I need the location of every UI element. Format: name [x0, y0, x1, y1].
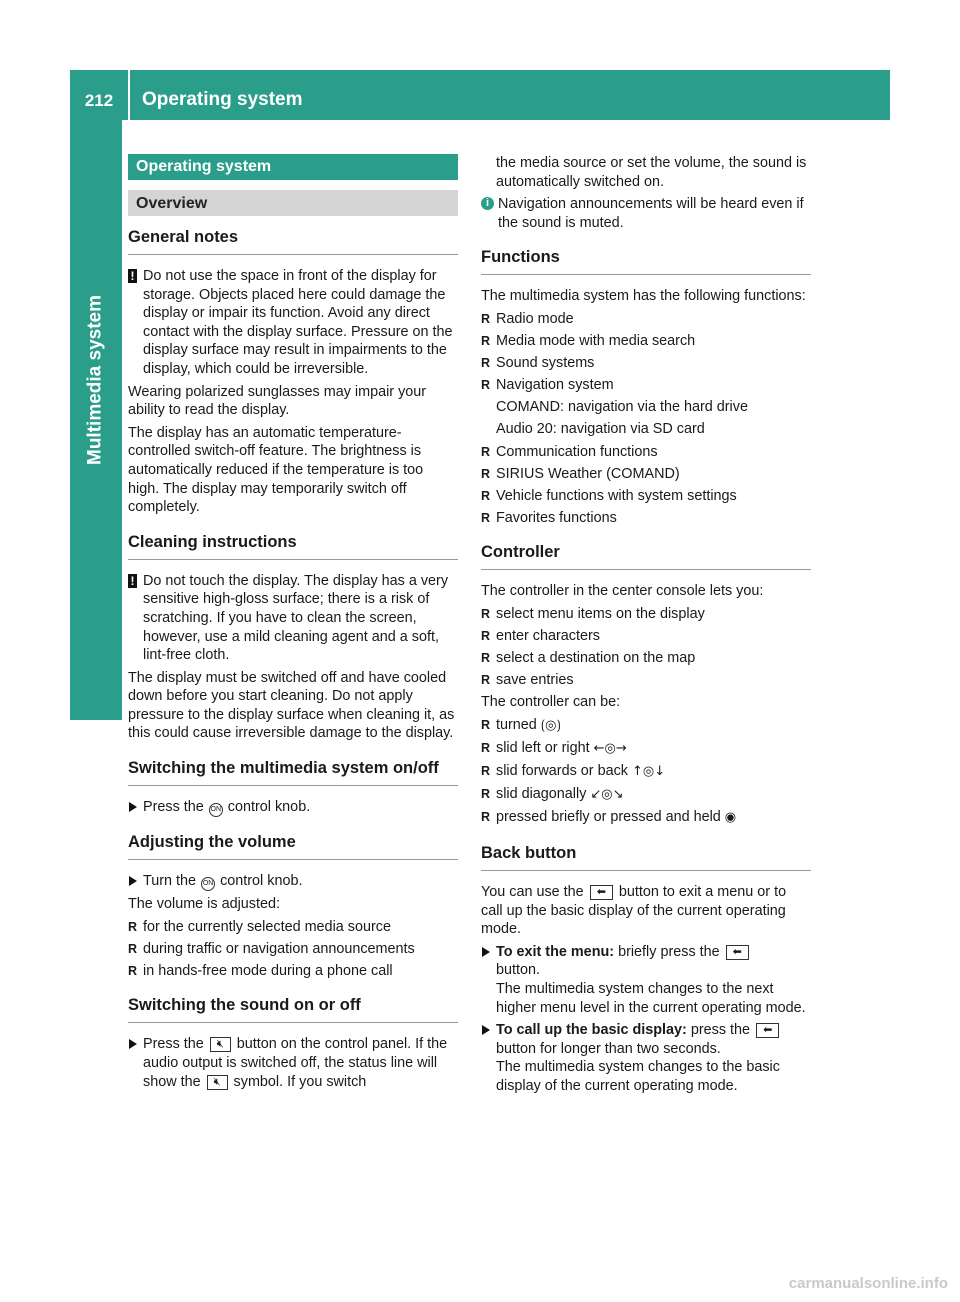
chapter-heading: Operating system [128, 154, 458, 180]
list-item [481, 808, 811, 828]
back-p1-b: button to exit a menu or to call up the basic display of the current operating mode. [481, 883, 787, 938]
list-item: R for the currently selected media source [128, 918, 458, 937]
list-item [481, 785, 811, 805]
controller-slide-left-right-icon: ←◎→ [593, 741, 627, 757]
back-step1-c: The multimedia system changes to the next higher menu level in the current operating mode. [496, 980, 806, 1016]
list-item [481, 762, 811, 782]
volume-step-pre: Turn the [143, 873, 197, 890]
control-knob-icon: ON [201, 877, 215, 891]
sound-step [128, 1035, 458, 1091]
volume-step-post: control knob. [220, 873, 303, 890]
back-arrow-icon: ⬅︎ [590, 885, 613, 900]
list-item: R select a destination on the map [481, 649, 811, 668]
switching-step-pre: Press the [143, 799, 204, 816]
sound-step-a: Press the [143, 1036, 204, 1053]
controller-press-icon: ◉ [724, 810, 737, 826]
controller-p1: The controller in the center console lets you: [481, 583, 764, 600]
general-notes-warning: ! Do not use the space in front of the display for storage. Objects placed here could damage the display or impair its function. Avoid any direct contact with the display surface. Pressure on the display surface may result in impairments to the display, which could be irreversible. [128, 267, 458, 379]
section-heading: Overview [128, 190, 458, 216]
right-column [481, 154, 811, 1099]
header-title: Operating system [142, 89, 303, 110]
general-notes-heading: General notes [128, 226, 458, 255]
list-item: R Favorites functions [481, 509, 811, 528]
controller-slide-forward-back-icon: ↑◎↓ [631, 764, 666, 780]
back-step2-b: button for longer than two seconds. [496, 1040, 721, 1057]
page-number: 212 [84, 91, 114, 110]
back-step-exit [481, 943, 811, 1017]
controller-move-label: turned [496, 716, 537, 733]
watermark: carmanualsonline.info [788, 1275, 948, 1293]
list-item-sub: Audio 20: navigation via SD card [496, 421, 705, 438]
controller-move-label: pressed briefly or pressed and held [496, 809, 721, 826]
list-item: R Media mode with media search [481, 332, 811, 351]
back-step2-a: press the [690, 1022, 751, 1039]
list-item-sub: COMAND: navigation via the hard drive [496, 399, 748, 416]
side-tab-marker [70, 640, 122, 720]
left-column [128, 154, 458, 1095]
list-item: R Sound systems [481, 354, 811, 373]
switching-heading: Switching the multimedia system on/off [128, 757, 458, 786]
functions-heading: Functions [481, 246, 811, 275]
controller-p2: The controller can be: [481, 694, 621, 711]
mute-icon: 🔇︎ [210, 1037, 231, 1052]
back-p1 [481, 883, 811, 939]
list-item: R save entries [481, 671, 811, 690]
switching-step-post: control knob. [227, 799, 311, 816]
list-item: R in hands-free mode during a phone call [128, 962, 458, 981]
side-tab-label: Multimedia system [84, 295, 106, 465]
sound-step-c: symbol. If you switch [233, 1073, 367, 1090]
controller-turn-icon: ⟮◎⟯ [540, 717, 561, 733]
back-p1-a: You can use the [481, 883, 584, 900]
controller-move-label: slid left or right [496, 740, 590, 757]
volume-heading: Adjusting the volume [128, 831, 458, 860]
list-item-label: R Navigation system [496, 377, 614, 394]
list-item [481, 716, 811, 736]
list-item: R SIRIUS Weather (COMAND) [481, 465, 811, 484]
back-arrow-icon: ⬅︎ [726, 945, 749, 960]
control-knob-icon: ON [209, 803, 223, 817]
list-item: R Radio mode [481, 310, 811, 329]
controller-move-label: slid forwards or back [496, 763, 628, 780]
switching-step [128, 798, 458, 817]
back-step-basic [481, 1021, 811, 1095]
back-heading: Back button [481, 842, 811, 871]
sound-step-b: button on the control panel. If the audio output is switched off, the status line will show the [143, 1036, 448, 1090]
header-divider [128, 70, 130, 120]
sound-heading: Switching the sound on or off [128, 994, 458, 1023]
sound-continued: the media source or set the volume, the sound is automatically switched on. [496, 155, 807, 190]
cleaning-heading: Cleaning instructions [128, 531, 458, 560]
list-item: R during traffic or navigation announcements [128, 940, 458, 959]
list-item [481, 739, 811, 759]
list-item: R enter characters [481, 627, 811, 646]
list-item: R Vehicle functions with system settings [481, 487, 811, 506]
volume-step [128, 872, 458, 891]
mute-icon: 🔇︎ [207, 1075, 228, 1090]
back-step2-bold: To call up the basic display: [496, 1022, 687, 1039]
controller-slide-diagonal-icon: ↙◎↘ [590, 787, 624, 803]
navigation-info: i Navigation announcements will be heard even if the sound is muted. [481, 195, 811, 232]
cleaning-p1: The display must be switched off and have cooled down before you start cleaning. Do not apply pressure to the display surface when cleaning it, as this could cause irreversible damage to the display. [128, 669, 455, 742]
general-notes-p2: The display has an automatic temperature-controlled switch-off feature. The brightness is automatically reduced if the temperature is too high. The display may temporarily switch off completely. [128, 424, 424, 516]
back-arrow-icon: ⬅︎ [756, 1023, 779, 1038]
list-item [481, 376, 811, 439]
back-step1-a: briefly press the [618, 943, 720, 960]
volume-p1: The volume is adjusted: [128, 896, 280, 913]
controller-heading: Controller [481, 541, 811, 570]
back-step1-b: button. [496, 962, 541, 979]
controller-move-label: slid diagonally [496, 786, 587, 803]
functions-p1: The multimedia system has the following functions: [481, 288, 806, 305]
list-item: R Communication functions [481, 443, 811, 462]
back-step2-c: The multimedia system changes to the basic display of the current operating mode. [496, 1059, 780, 1094]
general-notes-p1: Wearing polarized sunglasses may impair your ability to read the display. [128, 383, 427, 419]
back-step1-bold: To exit the menu: [496, 943, 615, 960]
list-item: R select menu items on the display [481, 605, 811, 624]
cleaning-warning: ! Do not touch the display. The display has a very sensitive high-gloss surface; there is a risk of scratching. If you have to clean the screen, however, use a mild cleaning agent and a soft, lint-free cloth. [128, 572, 458, 665]
